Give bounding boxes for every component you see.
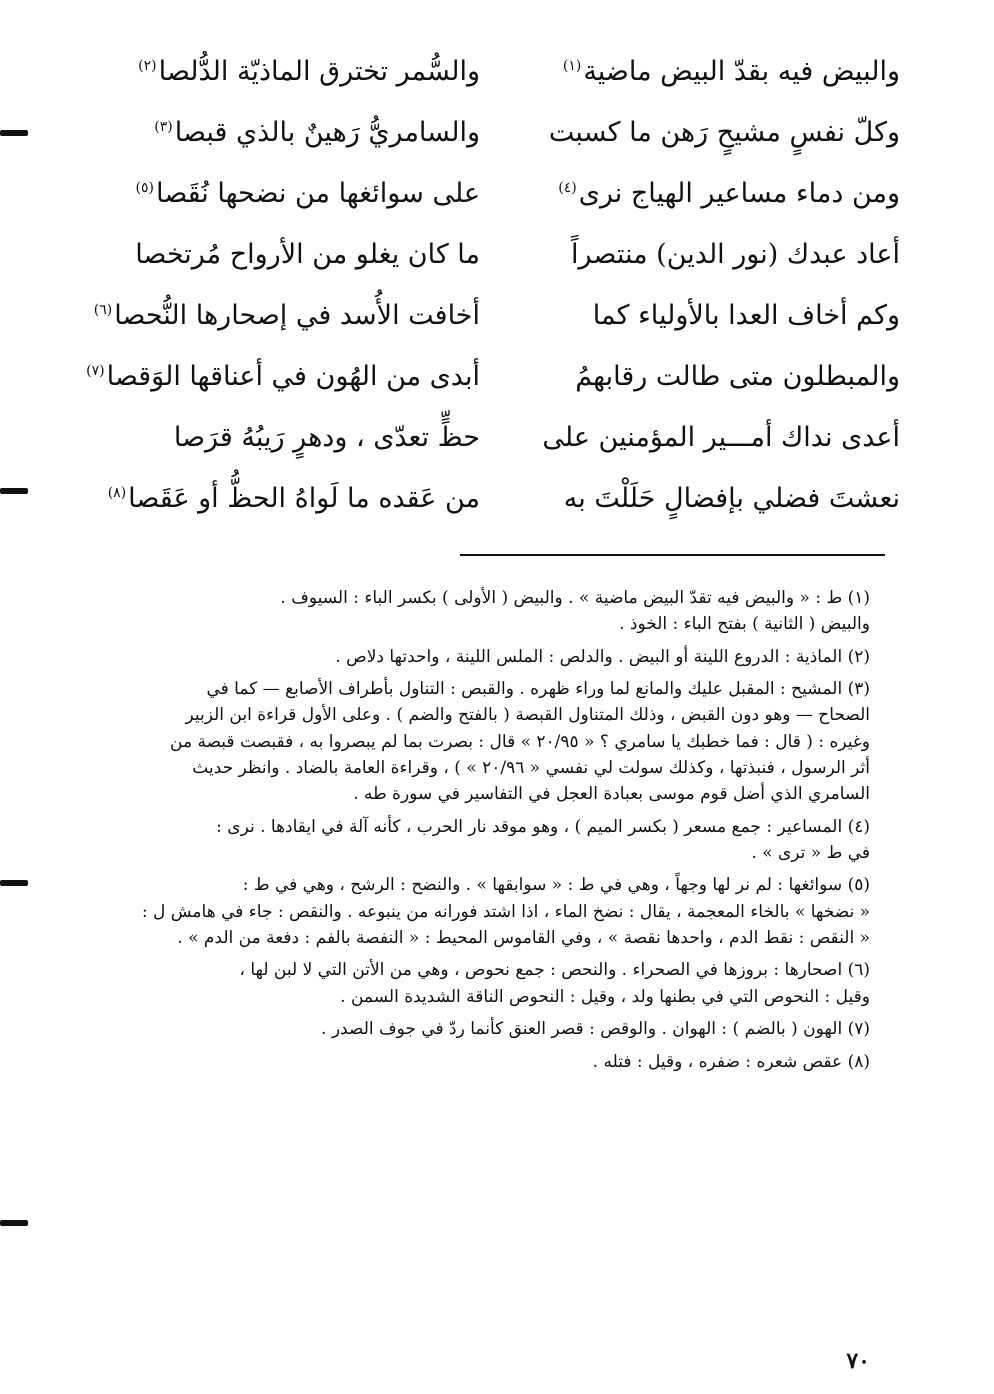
second-hemistich: من عَقده ما لَواهُ الحظُّ أو عَقَصا$^{(٨)}$ <box>107 483 480 515</box>
footnote-ref: (٣) <box>154 119 173 136</box>
first-hemistich: والمبطلون متى طالت رقابهمُ <box>575 361 900 393</box>
footnote-line: أثر الرسول ، فنبذتها ، وكذلك سولت لي نفسي « ٢٠/٩٦ » ) ، وقراءة العامة بالضاد . وانظر حديث <box>192 758 870 779</box>
first-hemistich: أعدى نداك أمـــير المؤمنين على <box>542 422 900 454</box>
footnote-ref: (٧) <box>86 363 105 380</box>
footnote-4 <box>100 814 870 867</box>
first-hemistich: وكم أخاف العدا بالأولياء كما <box>592 300 900 332</box>
verse-row <box>110 408 900 469</box>
footnote-ref: (٥) <box>135 180 154 197</box>
footnote-ref: (٨) <box>107 485 127 502</box>
footnote-line: وغيره : ( قال : فما خطبك يا سامري ؟ « ٢٠/٩٥ » قال : بصرت بما لم يبصروا به ، فقبصت قبصة من <box>170 731 870 752</box>
footnotes <box>100 585 870 1081</box>
footnote-line: (٦) اصحارها : بروزها في الصحراء . والنحص : جمع نحوص ، وهي من الأتن التي لا لبن لها ، <box>239 960 870 981</box>
verse-row <box>93 286 900 347</box>
verse-row <box>110 164 900 225</box>
first-hemistich: وكلّ نفسٍ مشيحٍ رَهن ما كسبت <box>548 117 900 149</box>
verse-row <box>107 469 900 530</box>
scan-edge-mark <box>0 488 28 494</box>
footnote-2 <box>100 644 870 670</box>
first-hemistich: أعاد عبدك (نور الدين) منتصراً <box>571 239 900 271</box>
footnote-line: (٤) المساعير : جمع مسعر ( بكسر الميم ) ، وهو موقد نار الحرب ، كأنه آلة في ايقادها . نرى : <box>216 816 870 837</box>
scan-edge-mark <box>0 1220 28 1226</box>
poem <box>86 42 900 530</box>
footnote-5 <box>100 872 870 951</box>
verse-row <box>86 347 900 408</box>
page-number: ٧٠ <box>846 1348 870 1374</box>
footnote-ref: (٢) <box>138 58 157 75</box>
footnote-line: الصحاح — وهو دون القبض ، وذلك المتناول القبصة ( بالفتح والضم ) . وعلى الأول قراءة ابن الزبير <box>185 705 870 726</box>
footnote-line: والبيض ( الثانية ) بفتح الباء : الخوذ . <box>619 614 870 635</box>
scan-edge-mark <box>0 130 28 136</box>
footnote-ref: (٦) <box>93 302 113 319</box>
footnote-line: وقيل : النحوص التي في بطنها ولد ، وقيل : النحوص الناقة الشديدة السمن . <box>340 986 870 1007</box>
footnote-line: (٨) عقص شعره : ضفره ، وقيل : فتله . <box>592 1051 870 1072</box>
first-hemistich: والبيض فيه بقدّ البيض ماضية$^{(١)}$ <box>562 56 900 88</box>
footnote-line: (٢) الماذية : الدروع اللينة أو البيض . والدلص : الملس اللينة ، واحدتها دلاص . <box>335 646 870 667</box>
verse-row <box>110 42 900 103</box>
footnote-7 <box>100 1016 870 1042</box>
footnote-line: في ط « ترى » . <box>751 843 870 864</box>
footnote-line: « النقص : نقط الدم ، واحدها نقصة » ، وفي القاموس المحيط : « النفصة بالفم : دفعة من الدم » . <box>177 928 870 949</box>
second-hemistich: ما كان يغلو من الأرواح مُرتخصا <box>135 239 480 271</box>
footnote-3 <box>100 676 870 808</box>
footnote-line: (١) ط : « والبيض فيه تقدّ البيض ماضية » . والبيض ( الأولى ) بكسر الباء : السيوف . <box>280 588 870 608</box>
second-hemistich: على سوائغها من نضحها نُقَصا$^{(٥)}$ <box>135 178 480 210</box>
verse-row <box>110 225 900 286</box>
footnote-line: (٥) سوائغها : لم نر لها وجهاً ، وهي في ط : « سوابقها » . والنضح : الرشح ، وهي في ط : <box>242 875 870 896</box>
scan-edge-mark <box>0 880 28 886</box>
second-hemistich: حظٍّ تعدّى ، ودهرٍ رَيبُهُ قرَصا <box>173 422 480 454</box>
second-hemistich: والسُّمر تخترق الماذيّة الدُّلصا$^{(٢)}$ <box>138 56 480 88</box>
footnote-line: (٧) الهون ( بالضم ) : الهوان . والوقص : قصر العنق كأنما ردّ في جوف الصدر . <box>321 1019 870 1040</box>
footnote-8 <box>100 1049 870 1075</box>
second-hemistich: أخافت الأُسد في إصحارها النُّحصا$^{(٦)}$ <box>93 300 480 332</box>
first-hemistich: نعشتَ فضلي بإفضالٍ حَلَلْتَ به <box>563 483 900 515</box>
verse-row <box>110 103 900 164</box>
second-hemistich: أبدى من الهُون في أعناقها الوَقصا$^{(٧)}$ <box>86 361 480 393</box>
first-hemistich: ومن دماء مساعير الهياج نرى$^{(٤)}$ <box>558 178 900 210</box>
footnote-1 <box>100 585 870 638</box>
footnote-ref: (٤) <box>558 180 577 197</box>
footnote-6 <box>100 957 870 1010</box>
footnote-line: « نضخها » بالخاء المعجمة ، يقال : نضخ الماء ، اذا اشتد فورانه من ينبوعه . والنقص : جاء في هامش ل : <box>141 901 870 922</box>
footnote-separator <box>460 554 885 556</box>
footnote-line: السامري الذي أضل قوم موسى بعبادة العجل في التفاسير في سورة طه . <box>353 784 870 805</box>
footnote-line: (٣) المشيح : المقبل عليك والمانع لما وراء ظهره . والقبص : التناول بأطراف الأصابع — كما في <box>206 679 870 700</box>
footnote-ref: (١) <box>562 58 582 75</box>
second-hemistich: والسامريُّ رَهينٌ بالذي قبصا$^{(٣)}$ <box>154 117 480 149</box>
